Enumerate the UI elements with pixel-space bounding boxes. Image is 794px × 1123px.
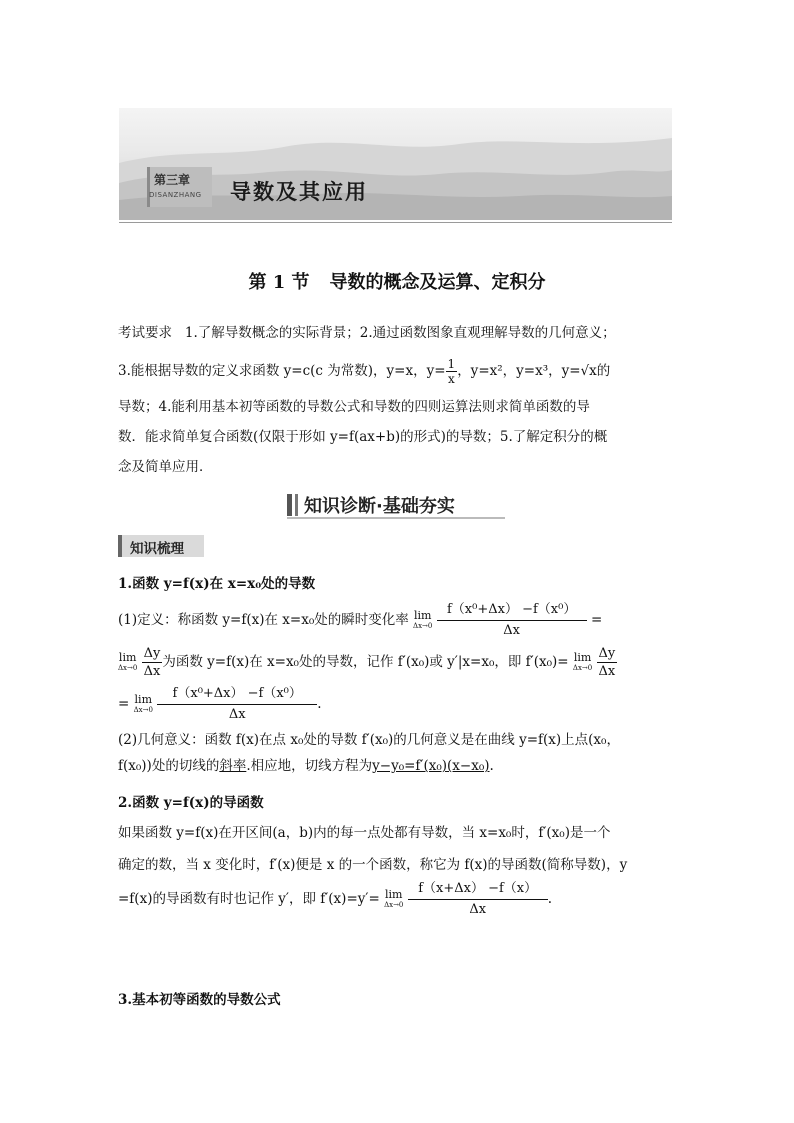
lim-subscript: Δx→0 xyxy=(572,663,593,672)
dx-denominator: Δx xyxy=(598,664,616,679)
limit-symbol xyxy=(572,650,593,673)
period: . xyxy=(547,891,552,907)
definition-text-a: (1)定义：称函数 y=f(x)在 x=x₀处的瞬时变化率 xyxy=(118,612,409,628)
lim-subscript: Δx→0 xyxy=(413,621,433,630)
requirements-text-2a: 3.能根据导数的定义求函数 y=c(c 为常数)，y=x，y= xyxy=(118,363,446,379)
requirements-line-5: 念及简单应用． xyxy=(118,459,213,475)
lim-subscript: Δx→0 xyxy=(118,663,138,672)
fraction-one-over-x xyxy=(446,357,458,386)
equals-sign: = xyxy=(590,612,603,628)
fraction-denominator: x xyxy=(447,372,455,386)
dy-over-dx xyxy=(597,645,618,680)
geo-text-1: f(x₀))处的切线的 xyxy=(118,758,220,774)
heading-1: 1.函数 y=f(x)在 x=x₀处的导数 xyxy=(118,576,316,592)
definition-line-3 xyxy=(118,682,322,726)
knowledge-tag xyxy=(118,535,204,557)
definition-line-2 xyxy=(118,642,617,682)
requirements-label: 考试要求 xyxy=(118,325,172,341)
limit-symbol xyxy=(133,692,153,715)
requirements-text-1: 1.了解导数概念的实际背景；2.通过函数图象直观理解导数的几何意义； xyxy=(184,325,616,341)
heading-3: 3.基本初等函数的导数公式 xyxy=(118,992,281,1008)
tangent-equation: y−y₀=f′(x₀)(x−x₀) xyxy=(372,758,490,774)
section-name: 导数的概念及运算、定积分 xyxy=(329,272,546,293)
banner-heading: 知识诊断·基础夯实 xyxy=(304,496,455,517)
dy-over-dx xyxy=(142,645,163,680)
derivative-function-line-3 xyxy=(118,876,552,922)
derivative-quotient xyxy=(408,879,548,920)
derivative-function-line-1: 如果函数 y=f(x)在开区间(a，b)内的每一点处都有导数，当 x=x₀时，f′(x₀)是一个 xyxy=(118,825,611,841)
fraction-numerator: 1 xyxy=(447,357,456,371)
definition-line-1 xyxy=(118,598,602,642)
banner-divider xyxy=(119,222,672,223)
requirements-line-4: 数．能求简单复合函数(仅限于形如 y=f(ax+b)的形式)的导数；5.了解定积分的概 xyxy=(118,429,608,445)
requirements-line-2 xyxy=(118,354,610,388)
lim-text: lim xyxy=(573,650,592,664)
quotient-denominator: Δx xyxy=(469,902,487,917)
heading-2: 2.函数 y=f(x)的导函数 xyxy=(118,795,264,811)
banner-bar xyxy=(287,494,292,516)
chapter-pinyin: DISANZHANG xyxy=(149,191,202,199)
geo-text-2: .相应地，切线方程为 xyxy=(246,758,373,774)
quotient-numerator: f（x⁰+Δx） −f（x⁰） xyxy=(437,600,587,621)
lim-subscript: Δx→0 xyxy=(133,705,153,714)
derivative-text: =f(x)的导函数有时也记作 y′，即 f′(x)=y′= xyxy=(118,891,380,907)
lim-subscript: Δx→0 xyxy=(384,900,404,909)
chapter-number: 第三章 xyxy=(154,173,191,187)
limit-symbol xyxy=(413,608,433,631)
lim-text: lim xyxy=(118,650,137,664)
banner-bar-thin xyxy=(295,494,298,516)
quotient-numerator: f（x⁰+Δx） −f（x⁰） xyxy=(157,684,317,705)
dy-numerator: Δy xyxy=(143,646,161,661)
geometric-meaning-line-1: (2)几何意义：函数 f(x)在点 x₀处的导数 f′(x₀)的几何意义是在曲线 y=f(x)上点(x₀， xyxy=(118,732,620,748)
tag-heading: 知识梳理 xyxy=(130,541,184,557)
requirements-text-2b: ，y=x²，y=x³，y=√x的 xyxy=(457,363,611,379)
difference-quotient xyxy=(157,684,317,725)
geometric-meaning-line-2 xyxy=(118,756,494,776)
dx-denominator: Δx xyxy=(143,664,161,679)
quotient-denominator: Δx xyxy=(503,623,521,638)
difference-quotient xyxy=(437,600,587,641)
lim-text: lim xyxy=(384,887,403,901)
dy-numerator: Δy xyxy=(598,646,616,661)
derivative-function-line-2: 确定的数，当 x 变化时，f′(x)便是 x 的一个函数，称它为 f(x)的导函数(简称导数)，y xyxy=(118,857,628,873)
requirements-line-3: 导数；4.能利用基本初等函数的导数公式和导数的四则运算法则求简单函数的导 xyxy=(118,399,590,415)
slope-term: 斜率 xyxy=(219,758,247,774)
section-title xyxy=(0,268,794,294)
banner-underline xyxy=(287,517,505,519)
limit-symbol xyxy=(118,650,138,673)
quotient-numerator: f（x+Δx） −f（x） xyxy=(408,879,548,900)
section-banner xyxy=(287,492,505,518)
period: . xyxy=(489,758,494,774)
equals-sign: = xyxy=(118,696,130,712)
definition-text-b: 为函数 y=f(x)在 x=x₀处的导数，记作 f′(x₀)或 y′|x=x₀，即 f′(x₀)= xyxy=(162,654,569,670)
period: . xyxy=(317,696,322,712)
limit-symbol xyxy=(384,887,404,910)
chapter-title: 导数及其应用 xyxy=(230,180,368,204)
requirements-line-1 xyxy=(118,323,616,343)
section-number: 第 1 节 xyxy=(248,272,310,293)
tag-bar xyxy=(118,535,122,557)
quotient-denominator: Δx xyxy=(228,707,246,722)
lim-text: lim xyxy=(134,692,152,706)
lim-text: lim xyxy=(413,608,432,622)
